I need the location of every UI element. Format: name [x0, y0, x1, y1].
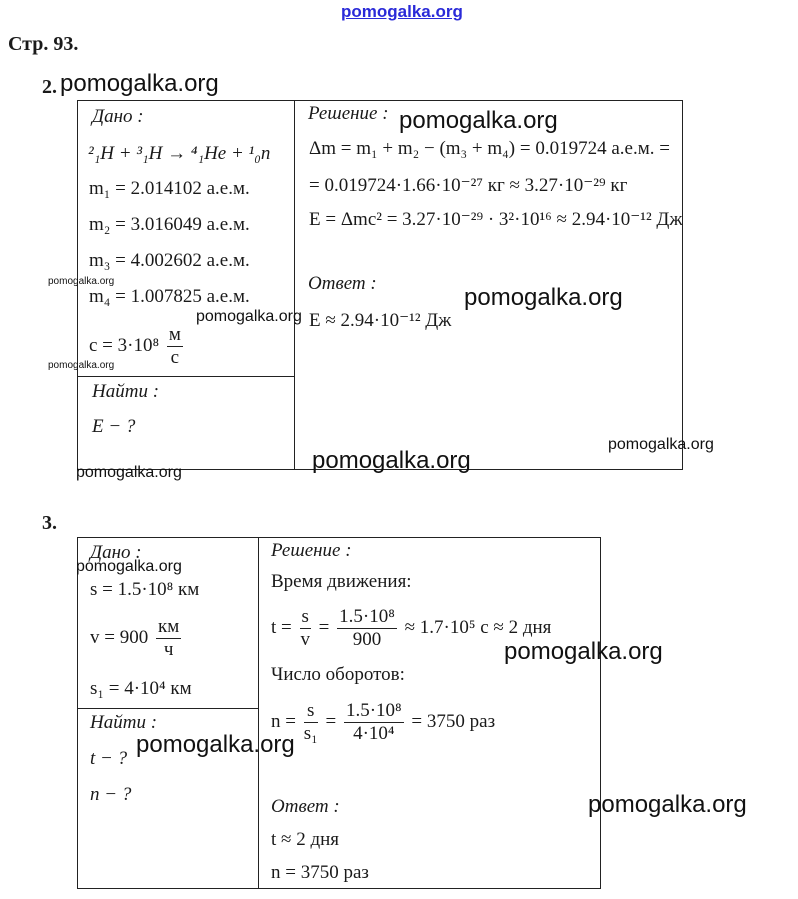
problem3-find-t: t − ?	[90, 748, 128, 769]
problem3-find-label: Найти :	[90, 712, 158, 733]
watermark: pomogalka.org	[312, 447, 471, 474]
watermark: pomogalka.org	[48, 360, 115, 371]
problem2-m2: m₂ = 3.016049 а.е.м.	[89, 214, 250, 235]
problem3-t-lhs: t =	[271, 616, 292, 638]
problem3-t-frac2-den: 900	[352, 629, 382, 650]
problem3-s: s = 1.5·10⁸ км	[90, 579, 200, 600]
problem2-m1: m₁ = 2.014102 а.е.м.	[89, 178, 250, 199]
problem3-n-eq: =	[325, 710, 337, 732]
problem3-n-frac1-den: s₁	[303, 723, 318, 744]
problem2-given-find-divider	[77, 376, 295, 377]
problem3-v-unit-den: ч	[163, 639, 174, 660]
problem3-divider	[258, 537, 259, 889]
problem2-m4: m₄ = 1.007825 а.е.м.	[89, 286, 250, 307]
problem3-n-rhs: = 3750 раз	[411, 710, 496, 732]
problem3-t-eq: =	[318, 616, 330, 638]
problem2-divider	[294, 100, 295, 470]
problem2-answer: E ≈ 2.94·10⁻¹² Дж	[309, 310, 452, 331]
watermark: pomogalka.org	[48, 276, 115, 287]
problem2-c-unit	[167, 324, 183, 369]
problem3-v-unit	[156, 616, 181, 661]
problem3-rev-label: Число оборотов:	[271, 664, 405, 685]
problem3-t-frac1	[300, 606, 311, 651]
problem3-given-find-divider	[77, 708, 259, 709]
problem2-solution-line2: = 0.019724·1.66·10⁻²⁷ кг ≈ 3.27·10⁻²⁹ кг	[309, 175, 628, 196]
problem2-c-unit-den: с	[170, 347, 180, 368]
problem3-t-frac2	[337, 606, 397, 651]
problem3-n-frac2-num: 1.5·10⁸	[345, 700, 402, 721]
problem2-solution-line1: Δm = m₁ + m₂ − (m₃ + m₄) = 0.019724 а.е.м. =	[309, 138, 670, 159]
problem3-t-frac1-den: v	[300, 629, 310, 650]
problem3-n-formula	[271, 700, 495, 745]
problem2-solution-label: Решение :	[308, 103, 389, 124]
watermark: pomogalka.org	[76, 558, 182, 575]
problem3-v-unit-num: км	[157, 616, 180, 637]
problem3-v	[90, 616, 184, 661]
watermark: pomogalka.org	[196, 308, 302, 325]
problem3-t-rhs: ≈ 1.7·10⁵ с ≈ 2 дня	[404, 616, 552, 638]
problem3-t-frac2-num: 1.5·10⁸	[339, 606, 395, 627]
problem3-n-frac1	[304, 700, 318, 745]
problem3-given-label: Дано :	[90, 542, 142, 563]
problem3-t-frac1-num: s	[301, 606, 309, 627]
problem3-number: 3.	[42, 512, 57, 534]
problem2-number: 2.	[42, 76, 57, 98]
watermark-top[interactable]: pomogalka.org	[341, 2, 463, 21]
problem3-time-label: Время движения:	[271, 571, 412, 592]
watermark: pomogalka.org	[504, 638, 663, 665]
problem2-find-label: Найти :	[92, 381, 160, 402]
problem2-c-lhs: c = 3·10⁸	[89, 334, 160, 356]
problem3-answer-t: t ≈ 2 дня	[271, 829, 340, 850]
problem3-solution-label: Решение :	[271, 540, 352, 561]
problem2-m3: m₃ = 4.002602 а.е.м.	[89, 250, 250, 271]
watermark: pomogalka.org	[76, 464, 182, 481]
problem2-reaction: ²₁H + ³₁H → ⁴₁He + ¹₀n	[88, 143, 271, 164]
problem2-find-item: E − ?	[92, 416, 136, 437]
page-heading: Стр. 93.	[8, 33, 79, 55]
problem3-n-lhs: n =	[271, 710, 296, 732]
watermark: pomogalka.org	[136, 731, 295, 758]
problem3-n-frac2	[344, 700, 404, 745]
problem2-answer-label: Ответ :	[308, 273, 377, 294]
problem3-n-frac2-den: 4·10⁴	[353, 723, 395, 744]
problem2-given-label: Дано :	[92, 106, 144, 127]
problem3-answer-n: n = 3750 раз	[271, 862, 369, 883]
watermark: pomogalka.org	[588, 791, 747, 818]
watermark: pomogalka.org	[608, 436, 714, 453]
problem3-answer-label: Ответ :	[271, 796, 340, 817]
problem3-s1: s₁ = 4·10⁴ км	[90, 678, 192, 699]
problem2-c-unit-num: м	[168, 324, 181, 345]
watermark: pomogalka.org	[399, 107, 558, 134]
problem2-solution-line3: E = Δmc² = 3.27·10⁻²⁹ · 3²·10¹⁶ ≈ 2.94·10⁻¹² Дж	[309, 209, 683, 230]
problem3-find-n: n − ?	[90, 784, 132, 805]
problem3-v-lhs: v = 900	[90, 626, 149, 648]
watermark: pomogalka.org	[60, 70, 219, 97]
problem3-n-frac1-num: s	[304, 700, 318, 723]
watermark: pomogalka.org	[464, 284, 623, 311]
